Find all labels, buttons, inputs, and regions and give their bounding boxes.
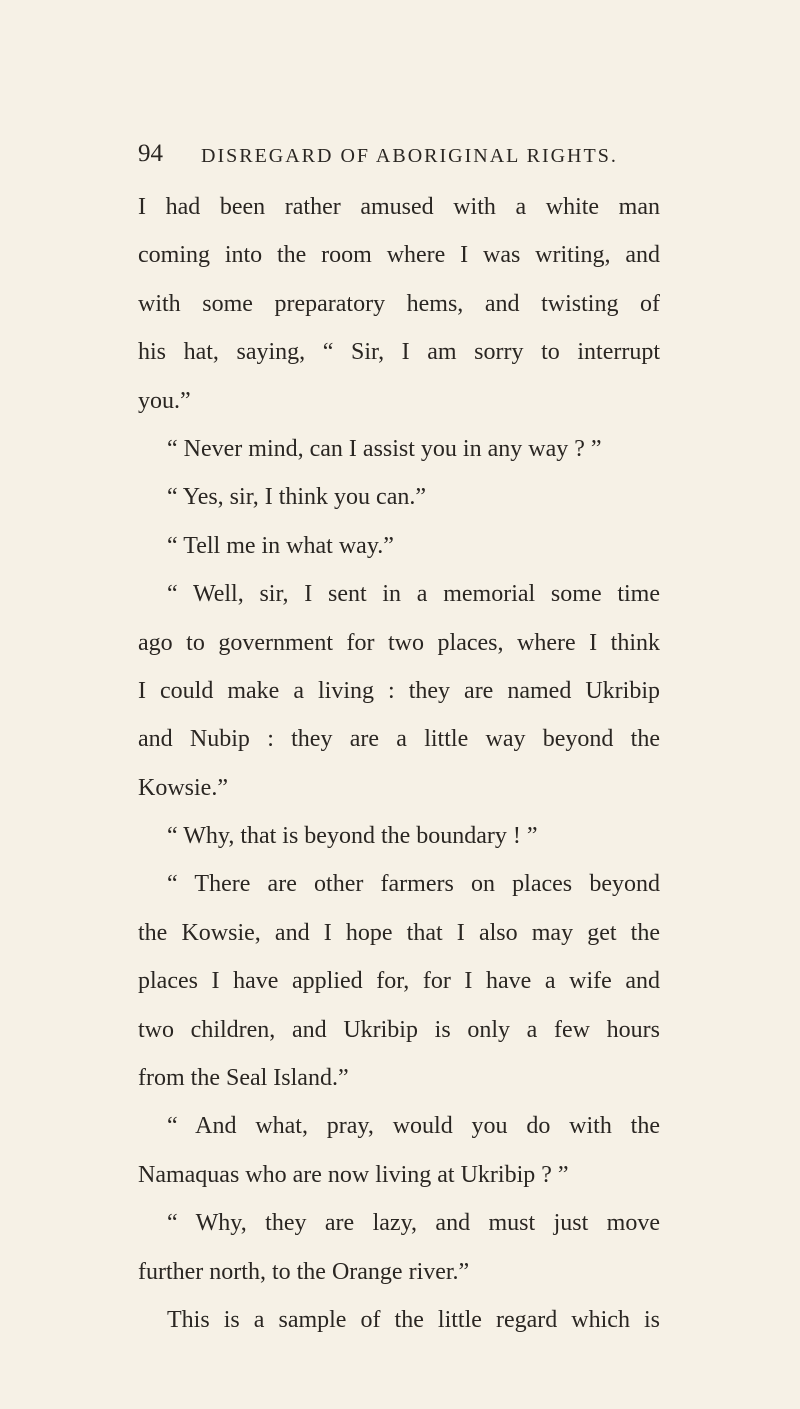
text-line: ago to government for two places, where I think <box>138 629 660 656</box>
text-line: “ There are other farmers on places beyond <box>167 871 660 898</box>
page-number: 94 <box>138 140 163 167</box>
text-line: two children, and Ukribip is only a few hours <box>138 1016 660 1043</box>
body-text <box>138 183 660 1344</box>
text-line: and Nubip : they are a little way beyond the <box>138 726 660 753</box>
text-line: Kowsie.” <box>138 774 228 801</box>
text-line: “ And what, pray, would you do with the <box>167 1113 660 1140</box>
text-line: his hat, saying, “ Sir, I am sorry to interrupt <box>138 339 660 366</box>
text-line: I had been rather amused with a white man <box>138 194 660 220</box>
text-line: “ Why, that is beyond the boundary ! ” <box>167 823 538 850</box>
text-line: Namaquas who are now living at Ukribip ? ” <box>138 1161 569 1188</box>
text-line: with some preparatory hems, and twisting of <box>138 290 660 317</box>
text-line: This is a sample of the little regard which is <box>167 1306 660 1333</box>
text-line: places I have applied for, for I have a wife and <box>138 968 660 995</box>
text-line: “ Tell me in what way.” <box>167 532 394 559</box>
text-line: you.” <box>138 387 191 414</box>
running-head <box>138 140 660 180</box>
text-line: “ Well, sir, I sent in a memorial some time <box>167 581 660 608</box>
running-title: DISREGARD OF ABORIGINAL RIGHTS. <box>201 145 618 167</box>
text-line: “ Never mind, can I assist you in any way ? ” <box>167 435 602 462</box>
text-line: “ Why, they are lazy, and must just move <box>167 1210 660 1237</box>
text-line: further north, to the Orange river.” <box>138 1258 470 1285</box>
text-line: from the Seal Island.” <box>138 1065 349 1092</box>
text-line: “ Yes, sir, I think you can.” <box>167 484 427 511</box>
text-line: the Kowsie, and I hope that I also may get the <box>138 919 660 946</box>
text-line: I could make a living : they are named Ukribip <box>138 677 660 704</box>
text-line: coming into the room where I was writing, and <box>138 242 660 269</box>
